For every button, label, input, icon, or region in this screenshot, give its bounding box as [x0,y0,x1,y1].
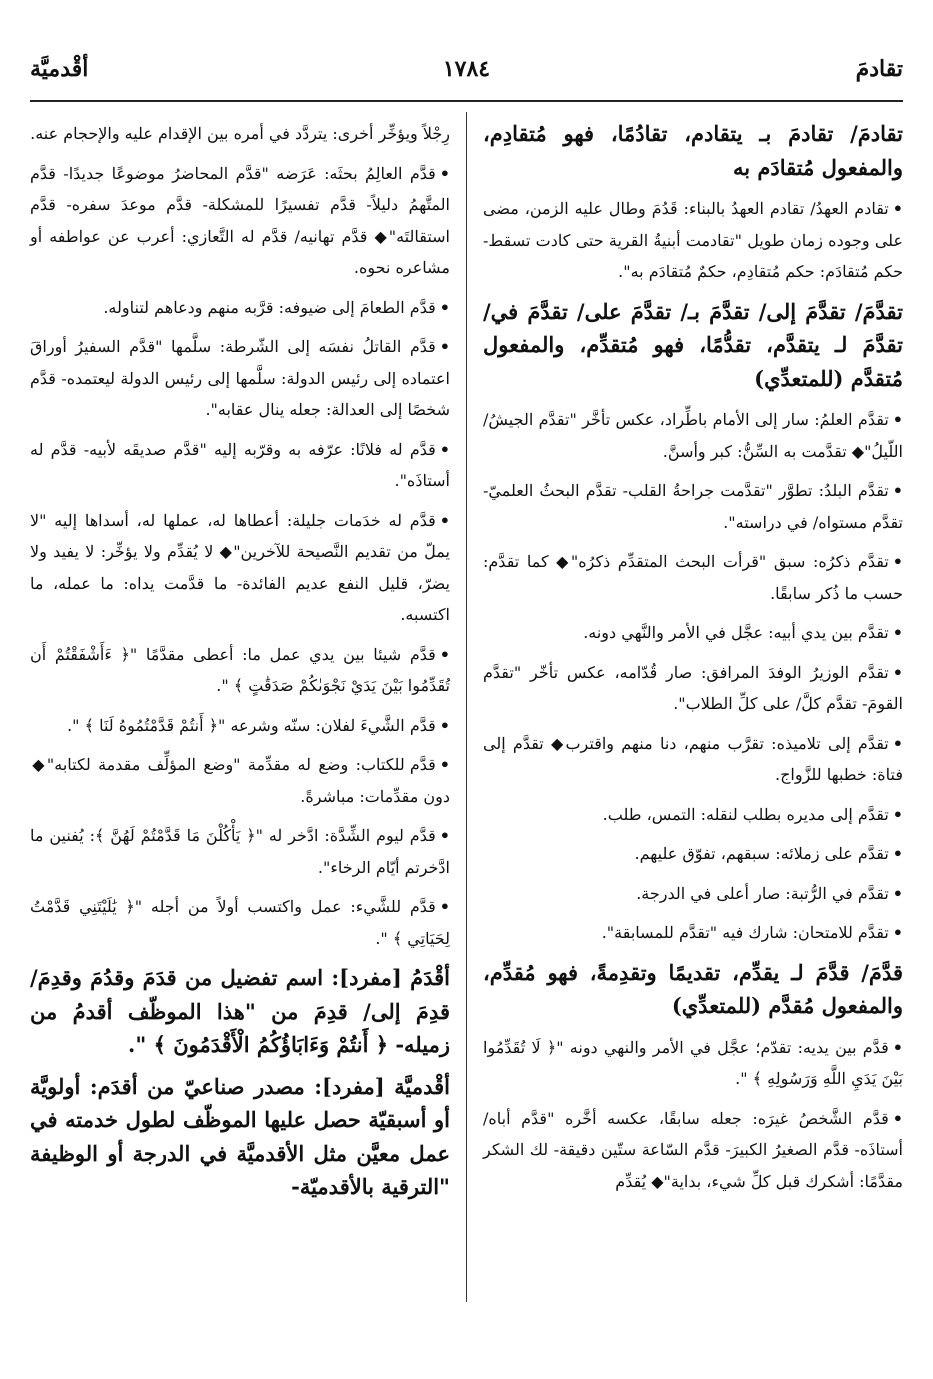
sense-entry [30,292,450,324]
header-rule [30,100,903,102]
page-number: ١٧٨٤ [442,56,491,82]
headword-entry [483,957,903,1024]
bullet-icon: • [892,923,903,942]
bullet-icon: • [439,510,450,530]
sense-entry [483,1103,903,1198]
sense-entry [483,193,903,288]
sense-entry [483,404,903,467]
entry-text: أقْدَمُ [مفرد]: اسم تفضيل من قدَمَ وقدُمَ وقدِمَ/ قدِمَ إلى/ قدِمَ من "هذا الموظّف أقدمُ من زميله- ﴿ أَنتُمْ وَءَابَاؤُكُمُ الْأَقْدَمُونَ ﴾ ". [30,965,450,1057]
sense-entry [30,505,450,631]
sense-entry [30,639,450,702]
entry-text: تقدَّم البلدُ: تطوَّر "تقدَّمت جراحةُ القلب- تقدَّم البحثُ العلميّ- تقدَّم مستواه/ في دراسته". [483,481,903,532]
bullet-icon: • [892,199,903,218]
entry-text: تقدَّم ذكرُه: سبق "قرأت البحث المتقدِّم ذكرُه"◆ كما تقدَّم: حسب ما ذُكر سابقًا. [483,552,903,603]
bullet-icon: • [439,297,450,317]
headword-entry [30,1071,450,1205]
entry-text: تقدَّم العلمُ: سار إلى الأمام باطِّراد، عكس تأخَّر "تقدَّم الجيشُ/ اللّيلُ"◆ تقدَّمت به السِّنُّ: كبر وأسنَّ. [483,410,903,461]
entry-text: قدَّم الشَّخصُ غيرَه: جعله سابقًا، عكسه أخَّره "قدَّم أباه/ أستاذَه- قدَّم الصغيرُ الكبيرَ- قدَّم السّاعة ستّين دقيقة- لك الشكر مقدَّمًا: أشكرك قبل كلِّ شيء، بداية"◆ يُقدِّم [483,1108,903,1191]
entry-text: قدَّم بين يديه: تقدّم؛ عجَّل في الأمر والنهي دونه "﴿ لَا تُقَدِّمُوا بَيْنَ يَدَيِ اللَّهِ وَرَسُولِهِ ﴾ ". [483,1037,903,1088]
entry-text: قدَّم ليوم الشِّدَّة: ادَّخر له "﴿ يَأْكُلْنَ مَا قَدَّمْتُمْ لَهُنَّ ﴾: يُفنين ما ادَّخرتم أيّام الرخاء". [30,826,450,877]
headword-entry [483,296,903,397]
entry-text: تقدَّم بين يدي أبيه: عجَّل في الأمر والنَّهي دونه. [583,623,889,642]
entry-text: قدَّم الطعامَ إلى ضيوفه: قرَّبه منهم ودعاهم لتناوله. [103,297,436,317]
right-guide-word: تقادمَ [855,56,903,82]
bullet-icon: • [892,623,903,642]
entry-text: قدَّمَ/ قدَّمَ لـ يقدِّم، تقديمًا وتقدِمةً، فهو مُقدِّم، والمفعول مُقدَّم (للمتعدِّي) [483,959,903,1018]
sense-entry [30,820,450,883]
sense-entry [30,749,450,812]
bullet-icon: • [439,715,450,735]
entry-text: تقدَّم على زملائه: سبقهم، تفوّق عليهم. [634,844,889,863]
bullet-icon: • [892,883,903,903]
entry-text: رِجْلاً ويؤخِّر أخرى: يتردَّد في أمره بين الإقدام عليه والإحجام عنه. [30,124,450,143]
sense-entry [483,657,903,720]
sense-entry [483,546,903,609]
sense-entry [483,617,903,649]
sense-entry [483,917,903,949]
entry-text: قدَّم القاتلُ نفسَه إلى الشّرطة: سلَّمها "قدَّم السفيرُ أوراقَ اعتماده إلى رئيس الدولة: سلَّمها إلى رئيس الدولة ليعتمده- قدَّم شخصًا إلى العدالة: جعله ينال عقابه". [30,337,450,419]
entry-text: تقدَّم للامتحان: شارك فيه "تقدَّم للمسابقة". [601,923,889,942]
sense-entry [483,799,903,831]
entry-text: تقادم العهدُ/ تقادم العهدُ بالبناء: قَدُمَ وطال عليه الزمن، مضى على وجوده زمان طويل "تقادمت أبنيةُ القرية حتى كادت تسقط- حكم مُتقادَم: حكم مُتقادِم، حكمٌ مُتقادَم به". [483,199,903,281]
sense-entry [483,1032,903,1095]
entry-text: تقدَّم إلى مديره بطلب لنقله: التمس، طلب. [602,804,889,824]
bullet-icon: • [892,1108,903,1128]
bullet-icon: • [892,804,903,824]
bullet-icon: • [439,439,450,459]
bullet-icon: • [892,552,903,571]
entry-text: تقدَّم في الرُّتبة: صار أعلى في الدرجة. [636,883,889,903]
entry-text: تقادمَ/ تقادمَ بـ يتقادم، تقادُمًا، فهو مُتقادِم، والمفعول مُتقادَم به [483,121,903,180]
headword-entry [30,962,450,1063]
bullet-icon: • [892,410,903,429]
entry-text: قدَّم العالِمُ بحثَه: عَرَضه "قدَّم المحاضرُ موضوعًا جديدًا- قدَّم المتَّهمُ دليلاً- قدَّم تفسيرًا للمشكلة- قدَّم موعدَ سفره- قدَّم استقالتَه"◆ قدَّم تهانيه/ قدَّم له التَّعازي: أعرب عن عواطفه أو مشاعره نحوه. [30,163,450,277]
sense-entry [30,331,450,426]
entry-text: قدَّم له فلانًا: عرّفه به وقرّبه إليه "قدَّم صديقَه لأبيه- قدَّم له أستاذَه". [30,439,450,490]
bullet-icon: • [892,662,903,682]
entry-text: قدَّم له خدَمات جليلة: أعطاها له، عملها له، أسداها إليه "لا يملّ من تقديم النَّصيحة للآخرين"◆ لا يُقدِّم ولا يؤخِّر: لا يفيد ولا يضرّ، قليل النفع عديم الفائدة- ما قدَّمت يداه: ما عمله، ما اكتسبه. [30,510,450,624]
continued-sense [30,118,450,150]
bullet-icon: • [892,844,903,863]
sense-entry [30,158,450,284]
column-divider [466,112,467,1302]
bullet-icon: • [439,897,450,916]
entry-text: قدَّم الشَّيءَ لفلان: سنّه وشرعه "﴿ أَنتُمْ قَدَّمْتُمُوهُ لَنَا ﴾ ". [67,715,436,735]
sense-entry [483,728,903,791]
entry-text: تقدَّم الوزيرُ الوفدَ المرافق: صار قُدّامه، عكس تأخّر "تقدَّم القومَ- تقدَّم كلَّ/ على كلِّ الطلاب". [483,662,903,713]
entry-text: تقدَّمَ/ تقدَّمَ إلى/ تقدَّمَ بـ/ تقدَّمَ على/ تقدَّمَ في/ تقدَّمَ لـ يتقدَّم، تقدُّمًا، فهو مُتقدِّم، والمفعول مُتقدَّم (للمتعدِّي) [483,298,903,391]
entry-text: قدَّم للشَّيء: عمل واكتسب أولاً من أجله "﴿ يَٰلَيْتَنِي قَدَّمْتُ لِحَيَاتِي ﴾ ". [30,897,450,948]
bullet-icon: • [892,481,903,500]
sense-entry [30,710,450,742]
bullet-icon: • [439,644,450,664]
entry-text: أقْدميَّة [مفرد]: مصدر صناعيّ من أقدَم: أولويَّة أو أسبقيّة حصل عليها الموظّف لطول خدمته في عمل معيَّن مثل الأقدميَّة في الدرجة أو الوظيفة "الترقية بالأقدميّة- [30,1073,450,1199]
sense-entry [30,434,450,497]
bullet-icon: • [892,1037,903,1057]
left-column [30,118,450,1213]
page-header [30,50,903,94]
bullet-icon: • [439,755,450,774]
bullet-icon: • [439,337,450,356]
sense-entry [483,878,903,910]
entry-text: قدَّم شيئا بين يدي عمل ما: أعطى مقدَّمًا "﴿ ءَأَشْفَقْتُمْ أَن تُقَدِّمُوا بَيْنَ يَدَيْ نَجْوَىٰكُمْ صَدَقَٰتٍ ﴾ ". [30,644,450,695]
headword-entry [483,118,903,185]
right-column [483,118,903,1205]
bullet-icon: • [892,733,903,753]
left-guide-word: أقْدميَّة [30,56,89,82]
sense-entry [483,475,903,538]
bullet-icon: • [439,826,450,845]
sense-entry [30,891,450,954]
entry-text: تقدَّم إلى تلاميذه: تقرَّب منهم، دنا منهم واقترب◆ تقدَّم إلى فتاة: خطبها للزَّواج. [483,733,903,784]
bullet-icon: • [439,163,450,183]
sense-entry [483,838,903,870]
entry-text: قدَّم للكتاب: وضع له مقدِّمة "وضع المؤلِّف مقدمة لكتابه"◆ دون مقدِّمات: مباشرةً. [30,755,450,806]
